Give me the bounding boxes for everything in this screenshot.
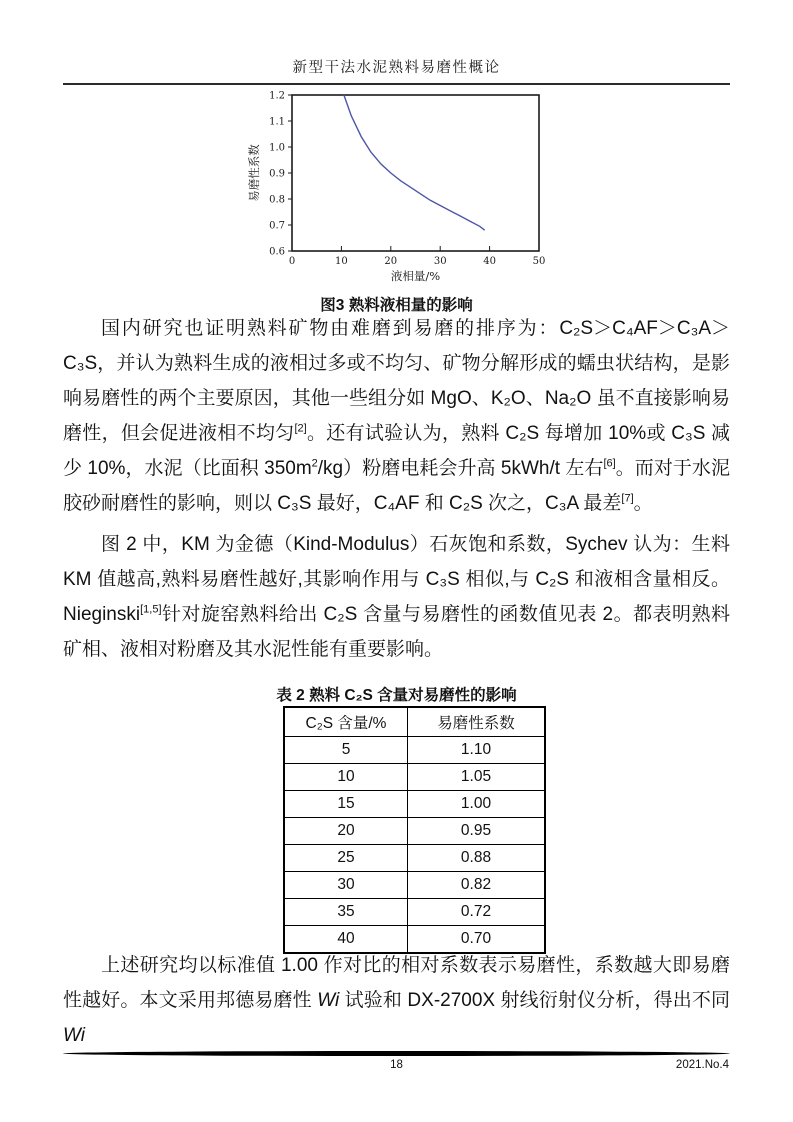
table-cell: 1.10	[408, 737, 546, 764]
page-header-title: 新型干法水泥熟料易磨性概论	[292, 60, 501, 76]
svg-text:0.6: 0.6	[268, 246, 285, 258]
table-cell: 1.00	[408, 791, 546, 818]
table-row	[284, 737, 545, 764]
table-row	[284, 818, 545, 845]
table-cell: 20	[284, 818, 408, 845]
svg-text:易磨性系数: 易磨性系数	[246, 144, 261, 202]
table-cell: 5	[284, 737, 408, 764]
table2-col-grindability: 易磨性系数	[408, 707, 546, 737]
svg-text:0.9: 0.9	[268, 168, 285, 180]
table-cell: 0.95	[408, 818, 546, 845]
svg-text:40: 40	[482, 256, 496, 267]
svg-text:50: 50	[532, 256, 545, 267]
table2-body	[284, 737, 545, 954]
table-row	[284, 899, 545, 926]
svg-text:1.2: 1.2	[268, 90, 285, 102]
table-cell: 0.82	[408, 872, 546, 899]
table-cell: 40	[284, 926, 408, 954]
paragraph-3: 上述研究均以标准值 1.00 作对比的相对系数表示易磨性，系数越大即易磨性越好。本文采用邦德易磨性 Wi 试验和 DX-2700X 射线衍射仪分析，得出不同 Wi	[63, 955, 731, 1046]
svg-text:1.1: 1.1	[268, 116, 285, 128]
table-cell: 0.88	[408, 845, 546, 872]
table-row	[284, 791, 545, 818]
figure3-caption: 图3 熟料液相量的影响	[320, 297, 473, 314]
paragraph-2: 图 2 中，KM 为金德（Kind-Modulus）石灰饱和系数，Sychev 认为：生料 KM 值越高,熟料易磨性越好,其影响作用与 C₃S 相似,与 C₂S 和液相含量相反。Nieginski[1,5]针对旋窑熟料给出 C₂S 含量与易磨性的函数值见表 2。都表明熟料矿相、液相对粉磨及其水泥性能有重要影响。	[63, 534, 730, 660]
table-cell: 30	[284, 872, 408, 899]
svg-text:液相量/%: 液相量/%	[390, 269, 440, 283]
svg-text:0: 0	[288, 256, 295, 267]
paragraph-1: 国内研究也证明熟料矿物由难磨到易磨的排序为：C₂S＞C₄AF＞C₃A＞C₃S，并认为熟料生成的液相过多或不均匀、矿物分解形成的蠕虫状结构，是影响易磨性的两个主要原因，其他一些组分如 MgO、K₂O、Na₂O 虽不直接影响易磨性，但会促进液相不均匀[2]。还有试验认为，熟料 C₂S 每增加 10%或 C₃S 减少 10%，水泥（比面积 $350m^2/kg$）粉磨电耗会升高 5kWh/t 左右[6]。而对于水泥胶砂耐磨性的影响，则以 C₃S 最好，C₄AF 和 C₂S 次之，C₃A 最差[7]。	[63, 318, 730, 514]
table-cell: 10	[284, 764, 408, 791]
table-cell: 0.72	[408, 899, 546, 926]
figure3-chart	[247, 90, 547, 288]
svg-text:1.0: 1.0	[268, 142, 285, 154]
table-cell: 25	[284, 845, 408, 872]
table2-col-c2s-content: C₂S 含量/%	[284, 707, 408, 737]
svg-text:0.7: 0.7	[268, 220, 285, 232]
table-cell: 35	[284, 899, 408, 926]
svg-text:0.8: 0.8	[268, 194, 285, 206]
page-number: 18	[390, 1059, 403, 1071]
table-row	[284, 764, 545, 791]
header-rule	[63, 83, 730, 85]
table-row	[284, 872, 545, 899]
c2s-table	[283, 706, 546, 954]
svg-text:20: 20	[383, 256, 397, 267]
table2-title: 表 2 熟料 C₂S 含量对易磨性的影响	[276, 687, 517, 704]
table-cell: 15	[284, 791, 408, 818]
issue-label: 2021.No.4	[675, 1059, 729, 1071]
figure-3	[0, 90, 793, 315]
table-cell: 0.70	[408, 926, 546, 954]
svg-text:30: 30	[433, 256, 447, 267]
table2-header-row	[284, 707, 545, 737]
footer-rule	[63, 1051, 730, 1056]
table-cell: 1.05	[408, 764, 546, 791]
table-row	[284, 845, 545, 872]
svg-text:10: 10	[334, 256, 348, 267]
